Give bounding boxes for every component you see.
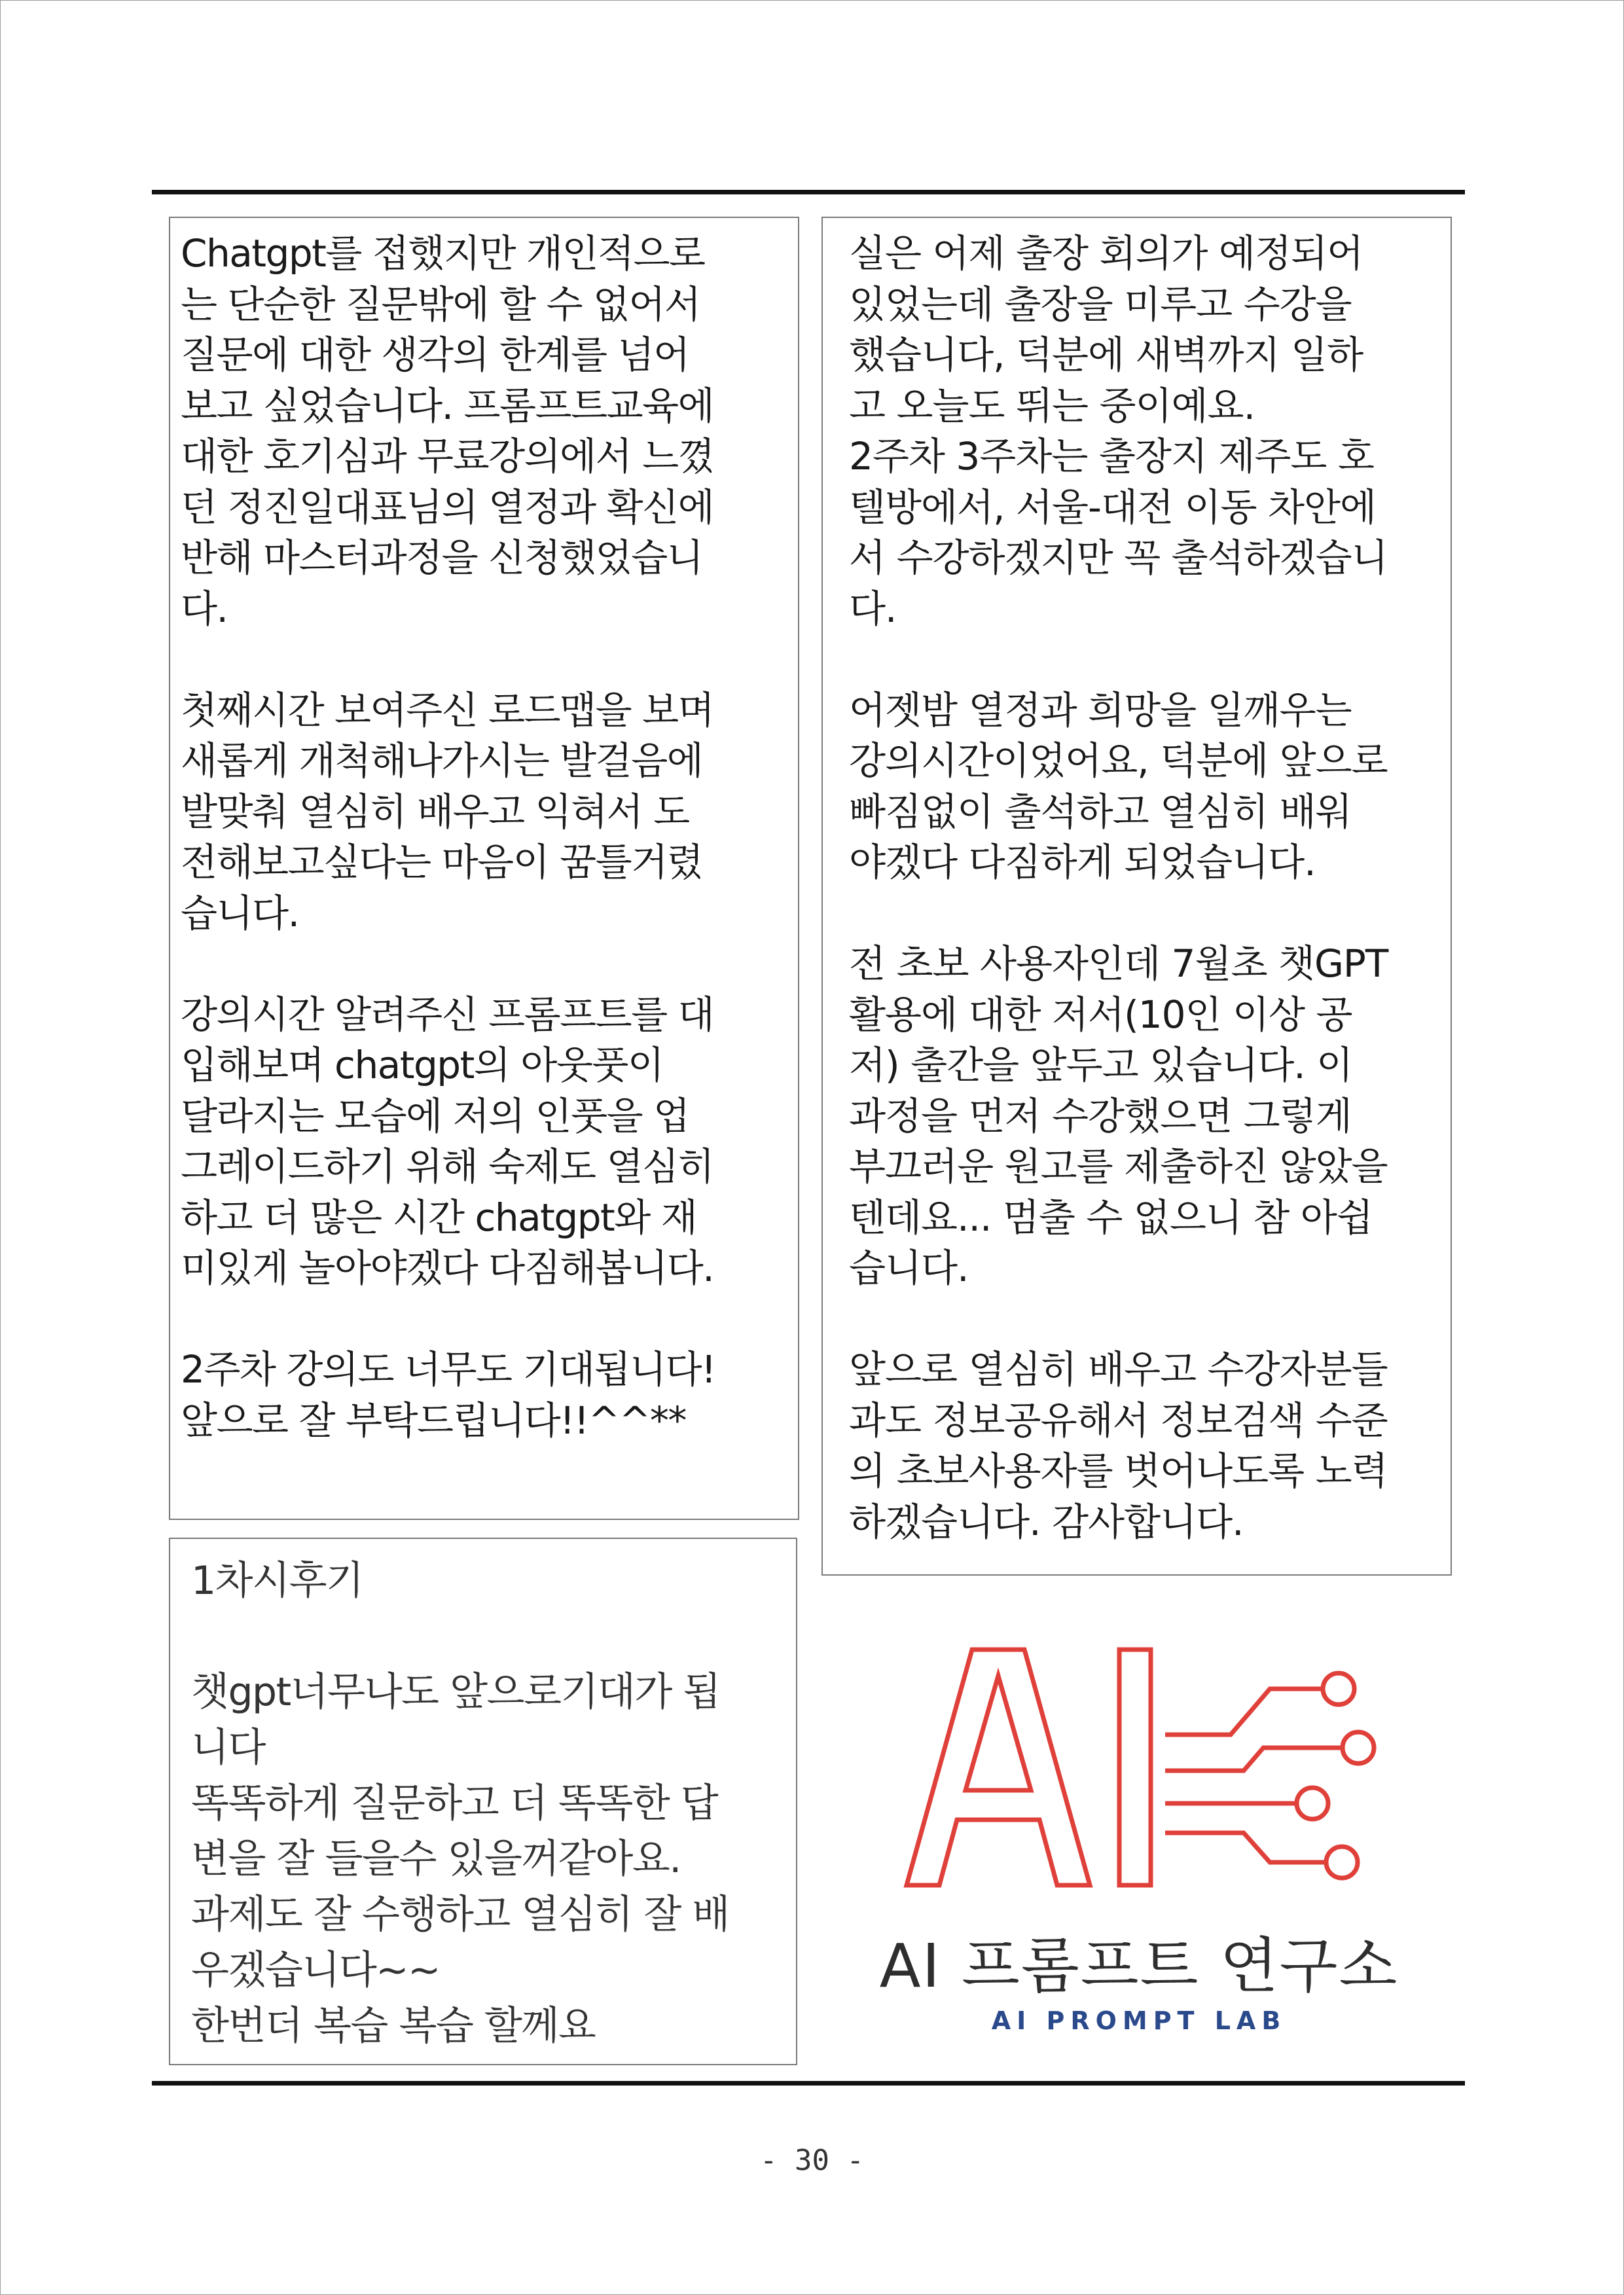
review-title: 1차시후기 <box>191 1558 363 1604</box>
review-paragraph: 강의시간 알려주신 프롬프트를 대 입해보며 chatgpt의 아웃풋이 달라지는 모습에 저의 인풋을 업 그레이드하기 위해 숙제도 열심히 하고 더 많은 시간 chatgpt와 재 미있게 놀아야겠다 다짐해봅니다. <box>181 992 714 1290</box>
review-box-left-top <box>169 217 799 1520</box>
page-number: - 30 - <box>760 2144 864 2177</box>
review-paragraph: 2주차 강의도 너무도 기대됩니다! 앞으로 잘 부탁드립니다!!^^** <box>181 1347 715 1443</box>
logo-korean-name: AI 프롬프트 연구소 <box>879 1931 1399 2001</box>
ai-prompt-lab-logo <box>877 1623 1401 2042</box>
logo-letter-a <box>907 1650 1090 1885</box>
review-box-left-bottom <box>169 1538 797 2065</box>
review-paragraph: 앞으로 열심히 배우고 수강자분들 과도 정보공유해서 정보검색 수준 의 초보사용자를 벗어나도록 노력 하겠습니다. 감사합니다. <box>849 1347 1388 1544</box>
logo-english-name: AI PROMPT LAB <box>991 2006 1287 2035</box>
review-paragraph: 챗gpt너무나도 앞으로기대가 됩 니다 똑똑하게 질문하고 더 똑똑한 답 변을 잘 들을수 있을꺼같아요. 과제도 잘 수행하고 열심히 잘 배 우겠습니다~~ 한번더 복습 복습 할께요 <box>191 1669 729 2049</box>
review-paragraph: Chatgpt를 접했지만 개인적으로 는 단순한 질문밖에 할 수 없어서 질문에 대한 생각의 한계를 넘어 보고 싶었습니다. 프롬프트교육에 대한 호기심과 무료강의에서 느꼈 던 정진일대표님의 열정과 확신에 반해 마스터과정을 신청했었습니 다. <box>181 231 714 631</box>
circuit-trace <box>1165 1833 1326 1862</box>
circuit-trace <box>1165 1689 1322 1735</box>
circuit-trace <box>1165 1748 1342 1771</box>
review-paragraph: 실은 어제 출장 회의가 예정되어 있었는데 출장을 미루고 수강을 했습니다, 덕분에 새벽까지 일하 고 오늘도 뛰는 중이예요. 2주차 3주차는 출장지 제주도 호 텔방에서, 서울-대전 이동 차안에 서 수강하겠지만 꼭 출석하겠습니 다. <box>849 231 1388 631</box>
review-paragraph: 전 초보 사용자인데 7월초 챗GPT 활용에 대한 저서(10인 이상 공 저) 출간을 앞두고 있습니다. 이 과정을 먼저 수강했으면 그렇게 부끄러운 원고를 제출하진 않았을 텐데요... 멈출 수 없으니 참 아쉽 습니다. <box>849 941 1388 1290</box>
top-rule <box>152 190 1465 194</box>
review-paragraph: 첫째시간 보여주신 로드맵을 보며 새롭게 개척해나가시는 발걸음에 발맞춰 열심히 배우고 익혀서 도 전해보고싶다는 마음이 꿈틀거렸 습니다. <box>181 687 714 935</box>
ai-circuit-logo-icon <box>877 1623 1401 1911</box>
review-paragraph: 어젯밤 열정과 희망을 일깨우는 강의시간이었어요, 덕분에 앞으로 빠짐없이 출석하고 열심히 배워 야겠다 다짐하게 되었습니다. <box>849 687 1388 884</box>
logo-letter-i <box>1119 1650 1151 1885</box>
review-box-right-top <box>821 217 1452 1576</box>
bottom-rule <box>152 2081 1465 2086</box>
